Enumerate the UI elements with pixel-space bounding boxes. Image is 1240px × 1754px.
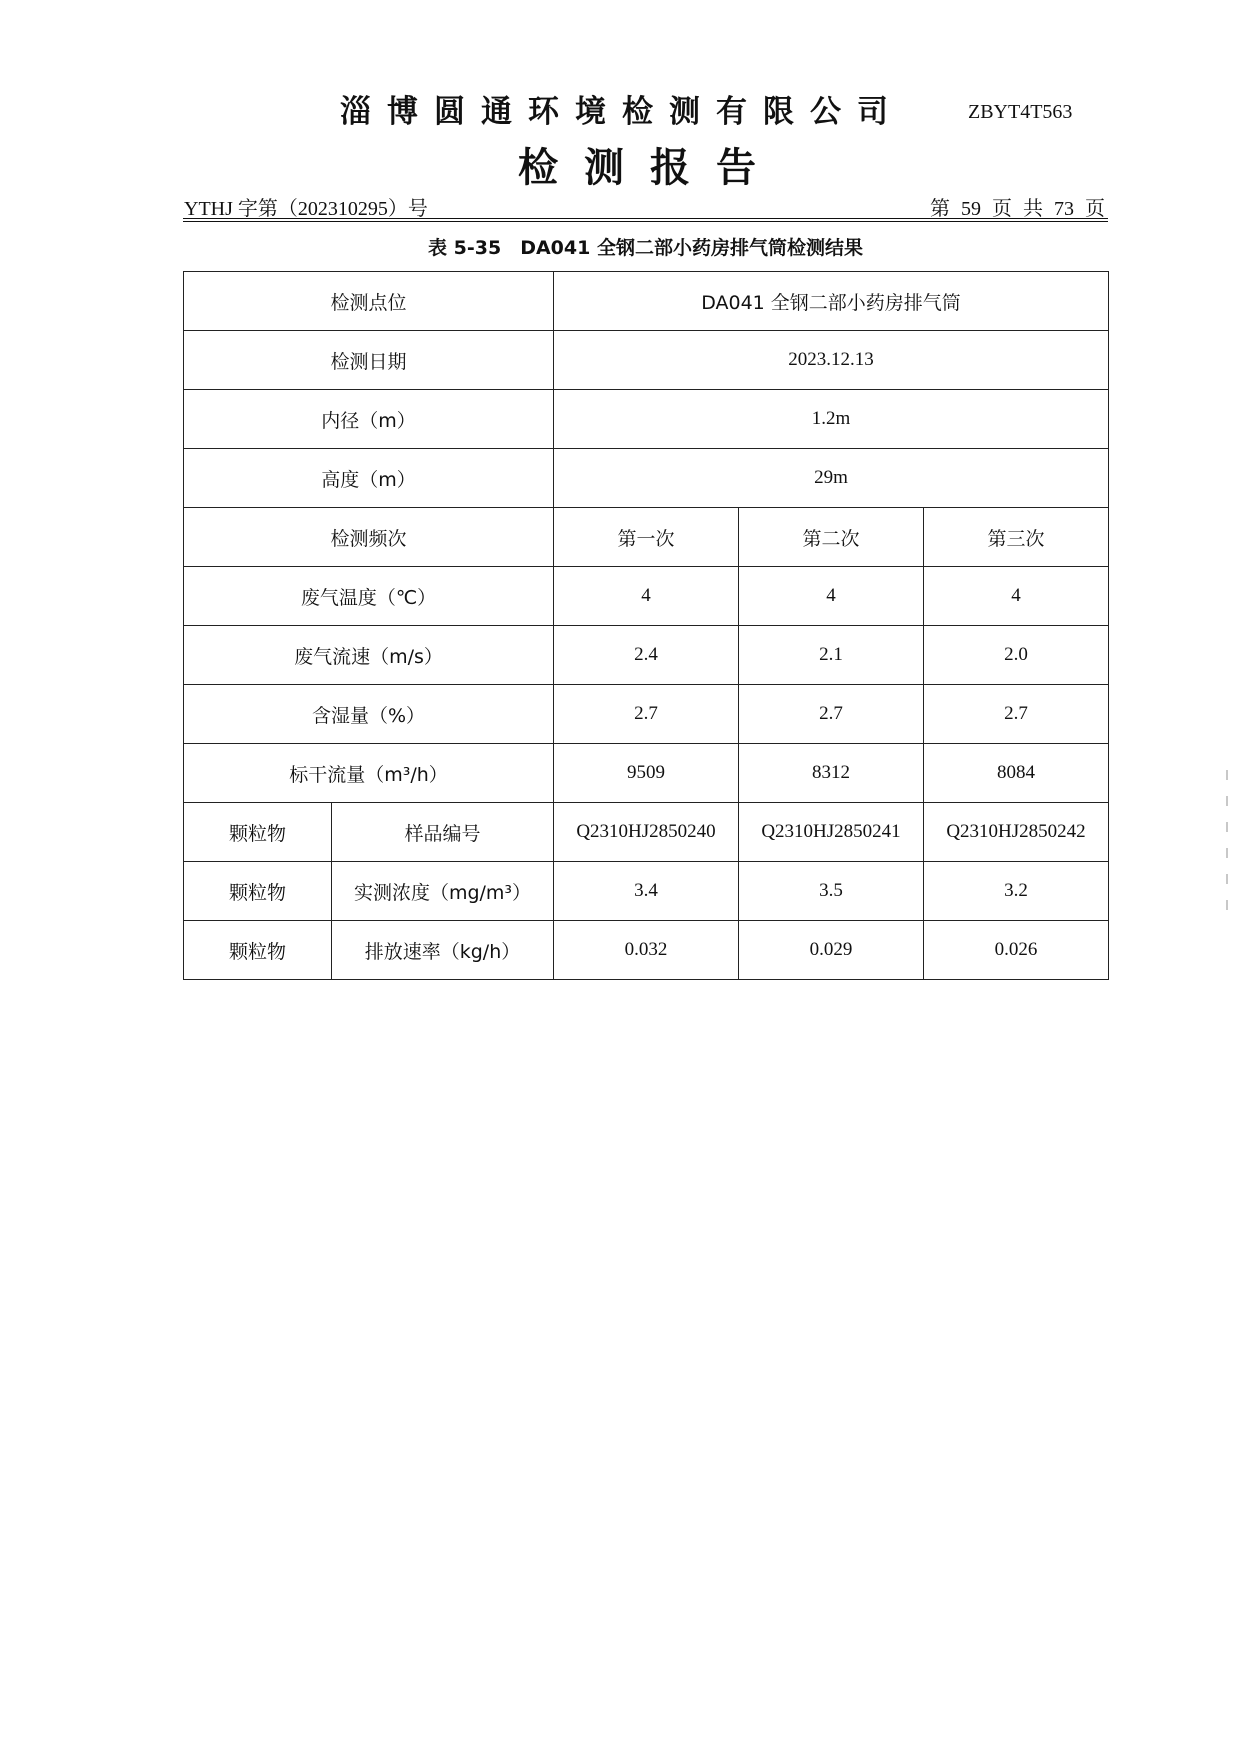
table-row <box>184 390 1109 449</box>
page-info: 第 59 页 共 73 页 <box>930 198 1105 220</box>
row-label: 含湿量（%） <box>184 685 554 744</box>
cell-value: 8312 <box>739 744 924 803</box>
header-rule-bottom <box>183 221 1108 222</box>
cell-value: 2.7 <box>554 685 739 744</box>
cell-value: 3.5 <box>739 862 924 921</box>
diameter-label: 内径（m） <box>184 390 554 449</box>
freq-3: 第三次 <box>924 508 1109 567</box>
group-label: 颗粒物 <box>184 862 332 921</box>
table-caption: 表 5-35 DA041 全钢二部小药房排气筒检测结果 <box>428 237 863 259</box>
group-label: 颗粒物 <box>184 803 332 862</box>
cell-value: 2.4 <box>554 626 739 685</box>
table-row <box>184 744 1109 803</box>
table-row <box>184 449 1109 508</box>
cell-value: Q2310HJ2850240 <box>554 803 739 862</box>
report-reference: YTHJ 字第（202310295）号 <box>184 198 428 220</box>
point-label: 检测点位 <box>184 272 554 331</box>
cell-value: Q2310HJ2850241 <box>739 803 924 862</box>
cell-value: 2.7 <box>739 685 924 744</box>
row-label: 样品编号 <box>332 803 554 862</box>
report-code: ZBYT4T563 <box>968 101 1073 123</box>
date-label: 检测日期 <box>184 331 554 390</box>
cell-value: 4 <box>554 567 739 626</box>
cell-value: Q2310HJ2850242 <box>924 803 1109 862</box>
row-label: 标干流量（m³/h） <box>184 744 554 803</box>
binding-margin-marks <box>1226 770 1230 926</box>
cell-value: 2.7 <box>924 685 1109 744</box>
freq-1: 第一次 <box>554 508 739 567</box>
cell-value: 2.1 <box>739 626 924 685</box>
point-value: DA041 全钢二部小药房排气筒 <box>554 272 1109 331</box>
results-table <box>183 271 1109 980</box>
table-row <box>184 272 1109 331</box>
table-row <box>184 803 1109 862</box>
cell-value: 8084 <box>924 744 1109 803</box>
date-value: 2023.12.13 <box>554 331 1109 390</box>
company-name: 淄博圆通环境检测有限公司 <box>340 94 904 130</box>
table-row <box>184 626 1109 685</box>
height-label: 高度（m） <box>184 449 554 508</box>
row-label: 实测浓度（mg/m³） <box>332 862 554 921</box>
table-row <box>184 331 1109 390</box>
table-row <box>184 508 1109 567</box>
cell-value: 3.4 <box>554 862 739 921</box>
cell-value: 4 <box>739 567 924 626</box>
table-row <box>184 567 1109 626</box>
cell-value: 0.026 <box>924 921 1109 980</box>
row-label: 排放速率（kg/h） <box>332 921 554 980</box>
table-row <box>184 685 1109 744</box>
cell-value: 4 <box>924 567 1109 626</box>
cell-value: 0.032 <box>554 921 739 980</box>
table-row <box>184 921 1109 980</box>
height-value: 29m <box>554 449 1109 508</box>
group-label: 颗粒物 <box>184 921 332 980</box>
header-rule-top <box>183 218 1108 219</box>
row-label: 废气流速（m/s） <box>184 626 554 685</box>
cell-value: 2.0 <box>924 626 1109 685</box>
freq-2: 第二次 <box>739 508 924 567</box>
report-title: 检测报告 <box>518 145 782 191</box>
cell-value: 0.029 <box>739 921 924 980</box>
diameter-value: 1.2m <box>554 390 1109 449</box>
cell-value: 9509 <box>554 744 739 803</box>
row-label: 废气温度（℃） <box>184 567 554 626</box>
cell-value: 3.2 <box>924 862 1109 921</box>
freq-label: 检测频次 <box>184 508 554 567</box>
table-row <box>184 862 1109 921</box>
